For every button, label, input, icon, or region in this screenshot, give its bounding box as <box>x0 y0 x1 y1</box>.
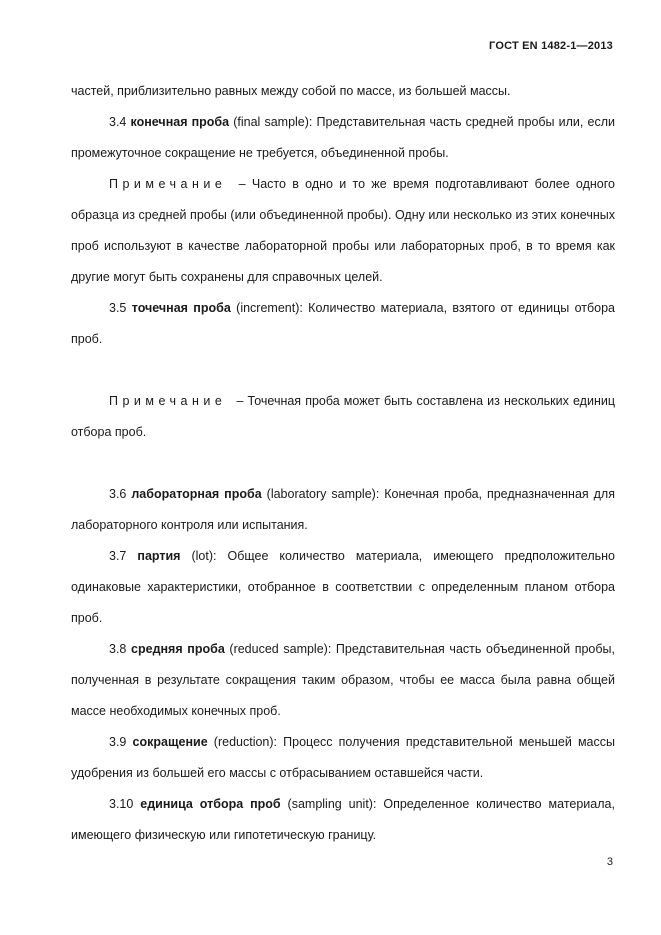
section-number: 3.8 <box>109 642 127 656</box>
note-label: Примечание <box>109 394 227 408</box>
term-english: (sampling unit) <box>287 797 373 811</box>
term: партия <box>137 549 181 563</box>
section-number: 3.6 <box>109 487 127 501</box>
definition-3-4 <box>71 107 615 169</box>
definition-3-10 <box>71 789 615 851</box>
section-number: 3.7 <box>109 549 127 563</box>
section-number: 3.4 <box>109 115 127 129</box>
document-header: ГОСТ EN 1482-1—2013 <box>489 40 613 52</box>
definition-text: : Конечная проба, предназначенная для лабораторного контроля или испытания. <box>71 487 615 532</box>
note-1 <box>71 169 615 293</box>
term-english: (reduced sample) <box>229 642 328 656</box>
term: конечная проба <box>130 115 230 129</box>
note-text: – Часто в одно и то же время подготавливают более одного образца из средней пробы (или объединенной пробы). Одну или несколько из этих конечных проб используют в качестве лабораторной пробы или лабораторных проб, в то время как другие могут быть сохранены для справочных целей. <box>71 177 615 284</box>
definition-3-9 <box>71 727 615 789</box>
spacer <box>71 448 615 479</box>
term: сокращение <box>132 735 208 749</box>
term-english: (laboratory sample) <box>266 487 376 501</box>
note-text: – Точечная проба может быть составлена из нескольких единиц отбора проб. <box>71 394 615 439</box>
definition-3-5 <box>71 293 615 355</box>
term: средняя проба <box>131 642 225 656</box>
definition-text: : Количество материала, взятого от единицы отбора проб. <box>71 301 615 346</box>
section-number: 3.9 <box>109 735 127 749</box>
term-english: (increment) <box>236 301 300 315</box>
spacer <box>71 355 615 386</box>
definition-text: : Общее количество материала, имеющего предположительно одинаковые характеристики, отобранное в соответствии с определенным планом отбора проб. <box>71 549 615 625</box>
term: лабораторная проба <box>131 487 262 501</box>
document-body <box>71 76 615 851</box>
definition-3-6 <box>71 479 615 541</box>
note-label: Примечание <box>109 177 227 191</box>
section-number: 3.10 <box>109 797 134 811</box>
definition-3-7 <box>71 541 615 634</box>
definition-text: : Представительная часть объединенной пробы, полученная в результате сокращения таким образом, чтобы ее масса была равна общей массе необходимых конечных проб. <box>71 642 615 718</box>
note-2 <box>71 386 615 448</box>
term: единица отбора проб <box>140 797 281 811</box>
term-english: (reduction) <box>213 735 274 749</box>
page-number: 3 <box>606 856 613 868</box>
definition-text: : Процесс получения представительной меньшей массы удобрения из большей его массы с отбрасыванием оставшейся части. <box>71 735 615 780</box>
term-english: (lot) <box>191 549 213 563</box>
term-english: (final sample) <box>233 115 309 129</box>
section-number: 3.5 <box>109 301 127 315</box>
definition-3-8 <box>71 634 615 727</box>
definition-text: : Представительная часть средней пробы или, если промежуточное сокращение не требуется, объединенной пробы. <box>71 115 615 160</box>
term: точечная проба <box>131 301 231 315</box>
paragraph-continuation: частей, приблизительно равных между собой по массе, из большей массы. <box>71 84 511 98</box>
definition-text: : Определенное количество материала, имеющего физическую или гипотетическую границу. <box>71 797 615 842</box>
